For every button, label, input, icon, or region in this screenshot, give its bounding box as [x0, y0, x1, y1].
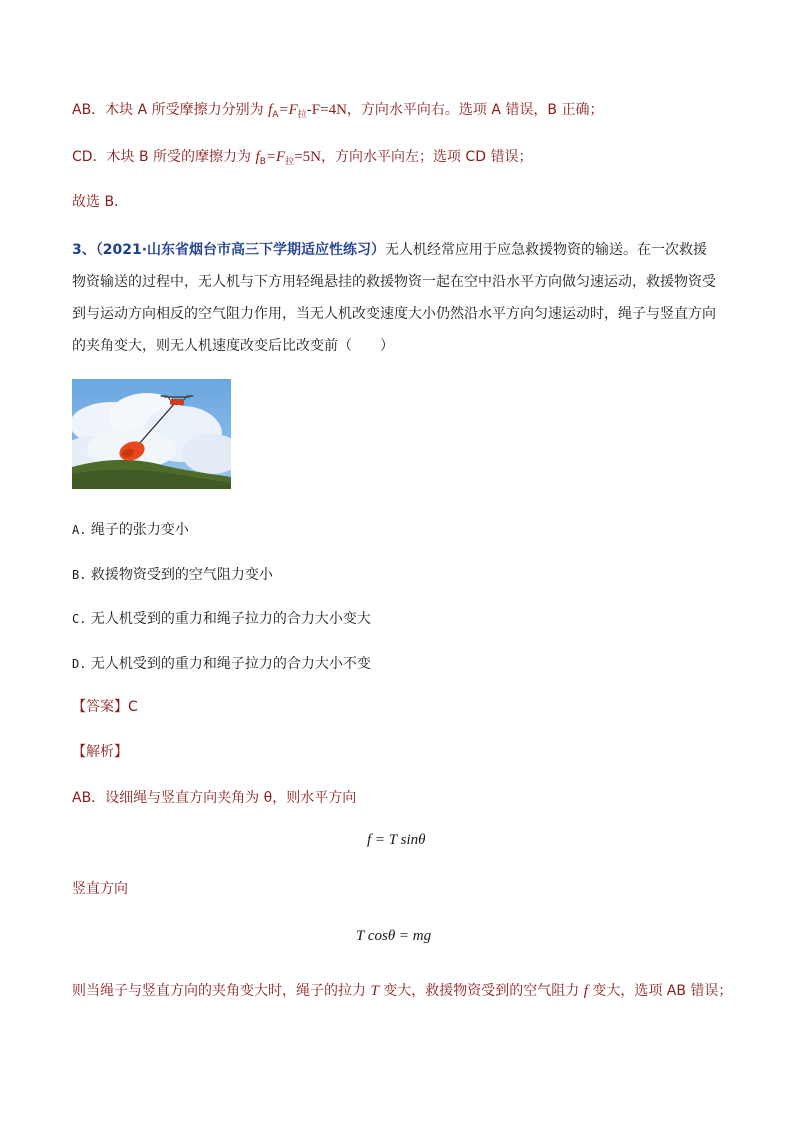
cd-sub-pull: 拉 [285, 157, 295, 167]
ab-sub-pull: 拉 [297, 110, 307, 120]
option-a-letter: A. [72, 523, 87, 537]
prev-conclusion: 故选 B. [72, 194, 119, 210]
option-c-letter: C. [72, 612, 87, 626]
option-b-letter: B. [72, 568, 87, 582]
option-a [72, 519, 189, 539]
analysis-line-3 [72, 981, 732, 1001]
option-c-text: 无人机受到的重力和绳子拉力的合力大小变大 [90, 611, 371, 627]
cd-eq2: =5N [294, 149, 321, 165]
option-b [72, 564, 273, 584]
analysis-label: 【解析】 [72, 744, 128, 760]
question-line-1 [72, 234, 724, 266]
prev-solution-ab [72, 100, 603, 125]
question-line1-rest: 无人机经常应用于应急救援物资的输送。在一次救援 [385, 242, 708, 258]
cd-f: f [255, 149, 260, 165]
question-line-3: 到与运动方向相反的空气阻力作用，当无人机改变速度大小仍然沿水平方向匀速运动时，绳子与竖直方向 [72, 306, 716, 322]
equation-vertical: T cosθ = mg [356, 928, 432, 944]
question-number: 3、 [72, 242, 96, 258]
question-3 [72, 234, 724, 362]
drone-cargo-photo [72, 379, 231, 489]
option-d-letter: D. [72, 657, 87, 671]
option-d [72, 653, 371, 673]
line3-T: T [370, 983, 379, 999]
option-b-text: 救援物资受到的空气阻力变小 [90, 567, 273, 583]
analysis-line-2: 竖直方向 [72, 881, 128, 897]
analysis-line-1: AB．设细绳与竖直方向夹角为 θ，则水平方向 [72, 790, 357, 806]
line3-b: 变大，救援物资受到的空气阻力 [378, 983, 584, 999]
prev-solution-cd [72, 147, 532, 172]
ab-eq2: -F=4N [306, 102, 347, 118]
answer-line [72, 697, 138, 717]
answer-value: C [128, 699, 138, 715]
ab-suffix: ，方向水平向右。选项 A 错误，B 正确； [346, 102, 604, 118]
line3-c: 变大，选项 AB 错误； [587, 983, 733, 999]
question-line-4: 的夹角变大，则无人机速度改变后比改变前（ ） [72, 338, 394, 354]
ab-f: f [268, 102, 273, 118]
line3-a: 则当绳子与竖直方向的夹角变大时，绳子的拉力 [72, 983, 371, 999]
ab-prefix: AB．木块 A 所受摩擦力分别为 [72, 102, 269, 118]
equation-horizontal: f = T sinθ [367, 832, 426, 848]
cd-prefix: CD．木块 B 所受的摩擦力为 [72, 149, 256, 165]
cd-suffix: ，方向水平向左；选项 CD 错误； [320, 149, 533, 165]
answer-label: 【答案】 [72, 699, 128, 715]
option-c [72, 608, 371, 628]
question-line-2: 物资输送的过程中，无人机与下方用轻绳悬挂的救援物资一起在空中沿水平方向做匀速运动，救援物资受 [72, 274, 716, 290]
question-source: （2021·山东省烟台市高三下学期适应性练习） [95, 242, 386, 258]
cd-sub-b: B [259, 157, 266, 167]
cd-eq1: =F [265, 149, 286, 165]
option-a-text: 绳子的张力变小 [90, 522, 189, 538]
ab-sub-a: A [272, 110, 279, 120]
line3-f: f [583, 983, 588, 999]
option-d-text: 无人机受到的重力和绳子拉力的合力大小不变 [90, 656, 371, 672]
ab-eq1: =F [278, 102, 298, 118]
